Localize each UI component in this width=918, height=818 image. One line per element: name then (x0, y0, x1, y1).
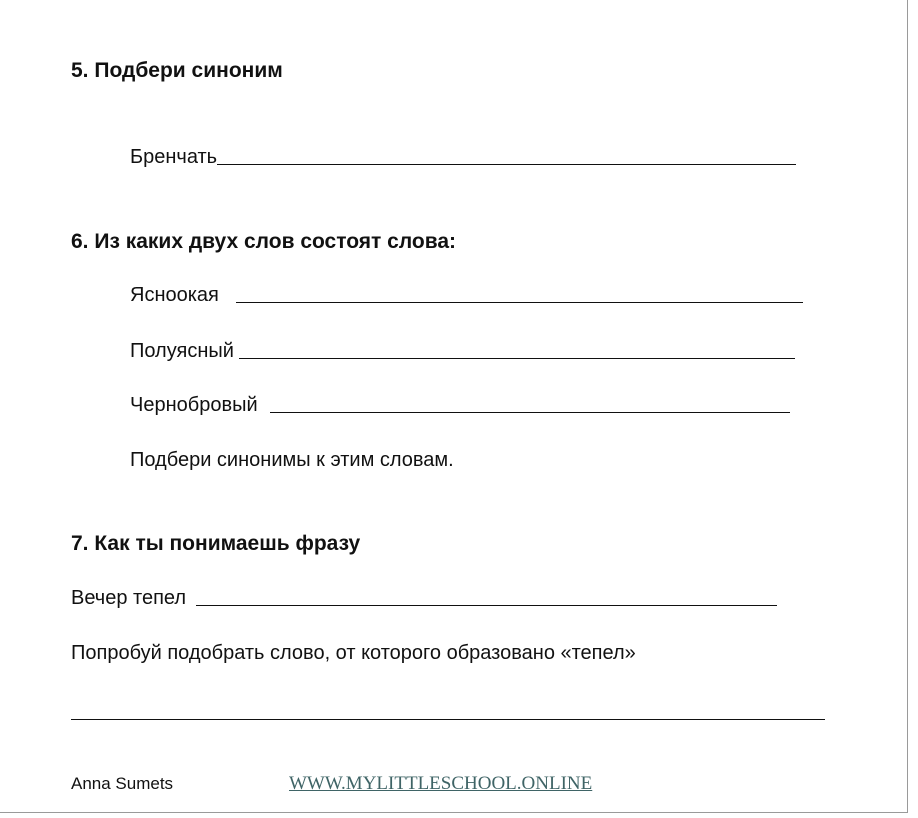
task6-answer-row-3 (130, 393, 790, 417)
task6-word-1: Ясноокая (130, 284, 219, 306)
task6-instruction: Подбери синонимы к этим словам. (130, 449, 454, 471)
task6-word-3: Чернобровый (130, 394, 258, 416)
task5-answer-line[interactable] (217, 164, 796, 165)
task7-answer-line[interactable] (196, 605, 777, 606)
task7-answer-row (71, 586, 777, 610)
footer-author: Anna Sumets (71, 774, 174, 793)
footer-website-link[interactable]: WWW.MYLITTLESCHOOL.ONLINE (289, 773, 593, 794)
task7-heading: 7. Как ты понимаешь фразу (71, 532, 361, 555)
task5-word: Бренчать (130, 146, 218, 168)
task7-phrase: Вечер тепел (71, 587, 187, 609)
task7-question: Попробуй подобрать слово, от которого образовано «тепел» (71, 642, 636, 664)
task6-answer-line-2[interactable] (239, 358, 795, 359)
task6-answer-row-1 (130, 283, 803, 307)
task5-heading: 5. Подбери синоним (71, 59, 283, 82)
task6-heading: 6. Из каких двух слов состоят слова: (71, 230, 457, 253)
task6-answer-line-3[interactable] (270, 412, 790, 413)
task6-answer-row-2 (130, 339, 795, 363)
task5-answer-row (130, 145, 796, 169)
task6-word-2: Полуясный (130, 340, 234, 362)
task6-answer-line-1[interactable] (236, 302, 803, 303)
task7-final-answer-line[interactable] (71, 719, 825, 720)
